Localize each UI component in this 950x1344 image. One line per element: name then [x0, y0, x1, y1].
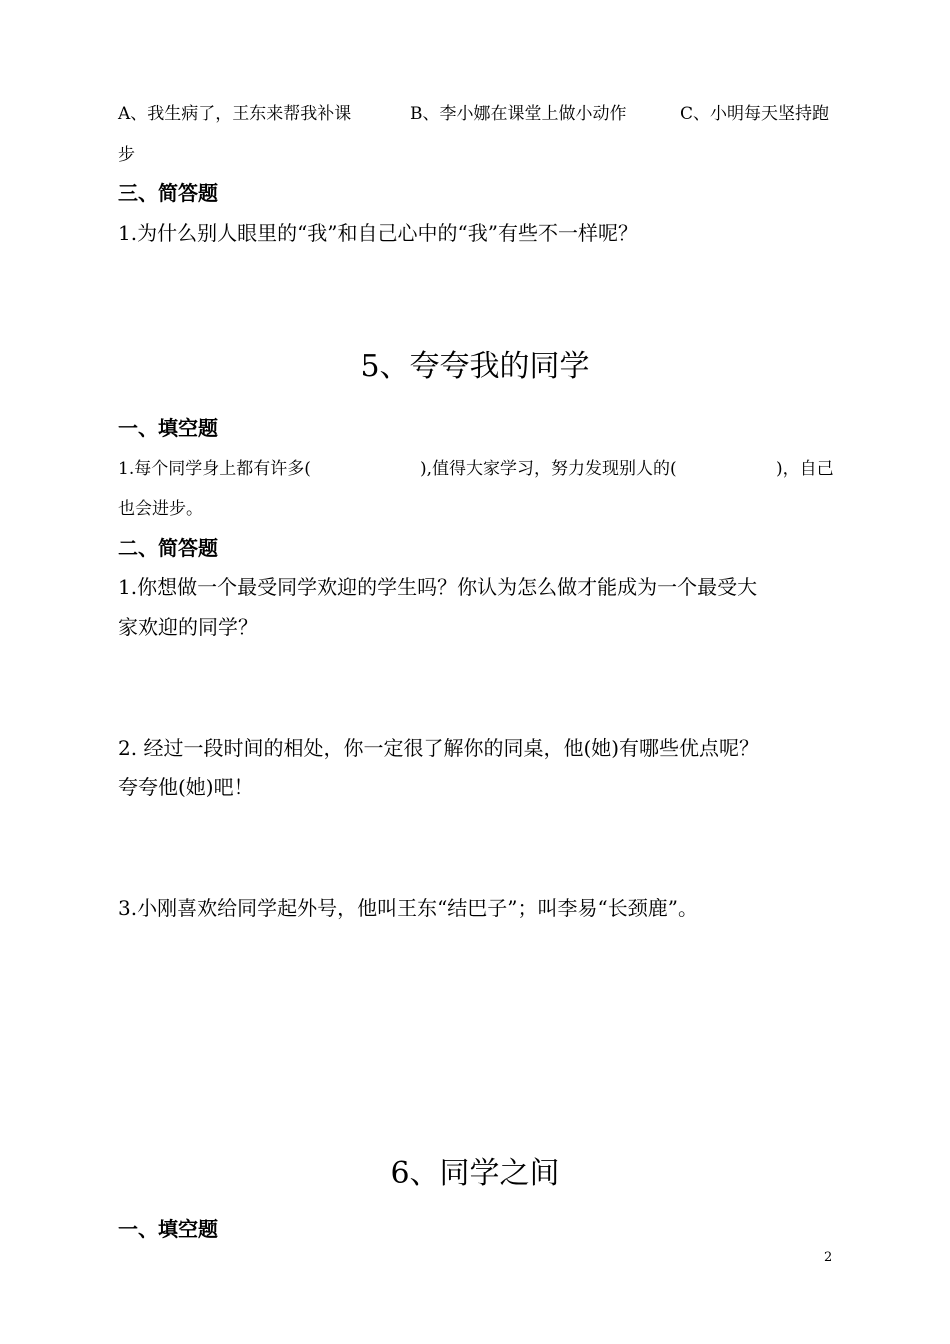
fill-question-part3: )，自己 — [776, 459, 834, 479]
fill-question-part2: ),值得大家学习，努力发现别人的( — [420, 459, 677, 479]
question-text: 1.为什么别人眼里的“我”和自己心中的“我”有些不一样呢？ — [118, 221, 638, 245]
page-number: 2 — [824, 1250, 833, 1265]
question-text: 1.你想做一个最受同学欢迎的学生吗？你认为怎么做才能成为一个最受大 — [118, 575, 758, 599]
question-text: 家欢迎的同学？ — [118, 615, 258, 639]
section-heading-fill: 一、填空题 — [118, 1217, 218, 1241]
option-a: A、我生病了，王东来帮我补课 — [118, 104, 352, 124]
question-text: 3.小刚喜欢给同学起外号，他叫王东“结巴子”；叫李易“长颈鹿”。 — [118, 896, 698, 920]
fill-question-part1: 1.每个同学身上都有许多( — [118, 459, 311, 479]
section-heading-fill: 一、填空题 — [118, 416, 218, 440]
section-heading-short-answer: 三、简答题 — [118, 181, 218, 205]
question-text: 2. 经过一段时间的相处，你一定很了解你的同桌，他(她)有哪些优点呢？ — [118, 736, 760, 760]
option-c-wrap: 步 — [118, 145, 135, 165]
lesson-title: 6、同学之间 — [390, 1156, 560, 1191]
option-b: B、李小娜在课堂上做小动作 — [410, 104, 627, 124]
question-text: 夸夸他(她)吧！ — [118, 775, 254, 799]
option-c: C、小明每天坚持跑 — [680, 104, 830, 124]
lesson-title: 5、夸夸我的同学 — [360, 349, 590, 384]
fill-question-line2: 也会进步。 — [118, 499, 203, 519]
section-heading-short-answer: 二、简答题 — [118, 536, 218, 560]
